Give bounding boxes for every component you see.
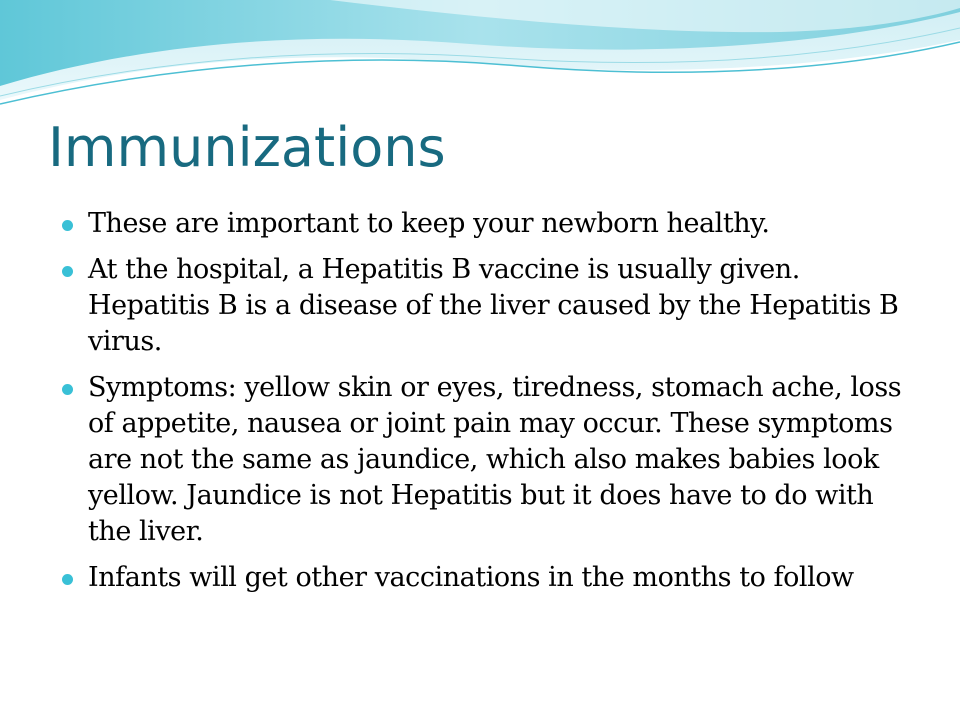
bullet-text: At the hospital, a Hepatitis B vaccine is usually given. Hepatitis B is a disease of the liver caused by the Hepatitis B virus.	[88, 254, 899, 357]
slide-content	[62, 206, 912, 606]
bullet-item	[62, 206, 912, 242]
bullet-text: Infants will get other vaccinations in the months to follow	[88, 562, 854, 593]
bullet-text: These are important to keep your newborn healthy.	[88, 208, 770, 239]
bullet-item	[62, 252, 912, 360]
slide-title: Immunizations	[48, 116, 446, 179]
bullet-list	[62, 206, 912, 596]
bullet-dot-icon	[62, 574, 73, 585]
bullet-item	[62, 560, 912, 596]
bullet-text: Symptoms: yellow skin or eyes, tiredness, stomach ache, loss of appetite, nausea or joint pain may occur. These symptoms are not the same as jaundice, which also makes babies look yellow. Jaundice is not Hepatitis but it does have to do with the liver.	[88, 372, 902, 547]
decorative-wave-header	[0, 0, 960, 110]
bullet-dot-icon	[62, 384, 73, 395]
bullet-dot-icon	[62, 220, 73, 231]
bullet-dot-icon	[62, 266, 73, 277]
bullet-item	[62, 370, 912, 550]
